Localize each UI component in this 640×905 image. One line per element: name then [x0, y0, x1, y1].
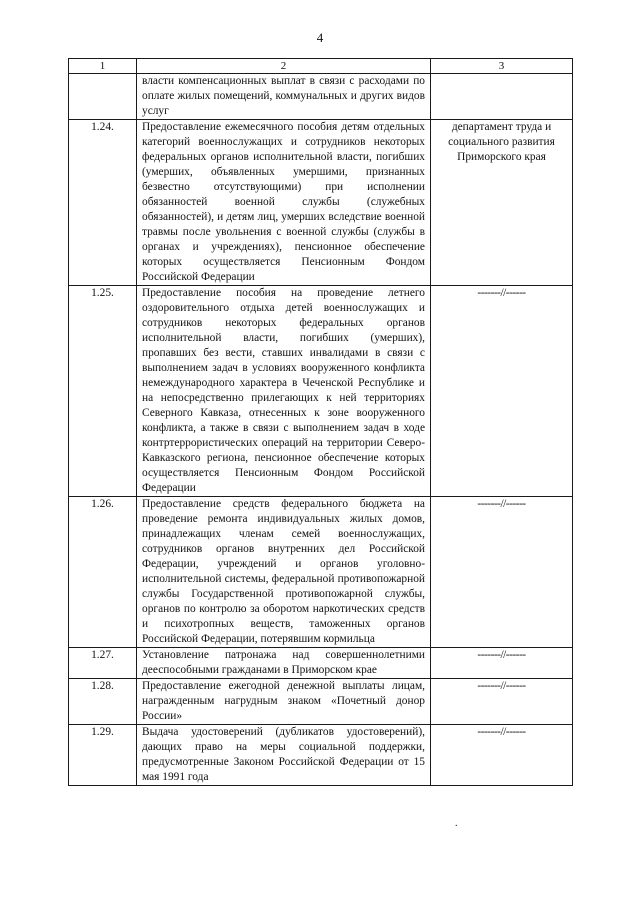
- scan-dot-mark: .: [455, 818, 458, 829]
- row-number: 1.25.: [69, 286, 137, 497]
- department-ditto-mark: -------//------: [431, 286, 573, 497]
- department-cell: [431, 74, 573, 120]
- table-row: [69, 679, 573, 725]
- department-ditto-mark: -------//------: [431, 497, 573, 648]
- service-description: Выдача удостоверений (дубликатов удостоверений), дающих право на меры социальной поддержки, предусмотренные Законом Российской Федерации от 15 мая 1991 года: [137, 725, 431, 786]
- page-number: 4: [316, 30, 324, 45]
- table-row: [69, 725, 573, 786]
- row-number: 1.28.: [69, 679, 137, 725]
- department-ditto-mark: -------//------: [431, 679, 573, 725]
- column-header-number: 1: [69, 59, 137, 74]
- table-row: [69, 286, 573, 497]
- row-number: 1.24.: [69, 120, 137, 286]
- service-description: власти компенсационных выплат в связи с расходами по оплате жилых помещений, коммунальных и других видов услуг: [137, 74, 431, 120]
- row-number: [69, 74, 137, 120]
- service-description: Предоставление пособия на проведение летнего оздоровительного отдыха детей военнослужащих и сотрудников некоторых федеральных органов исполнительной власти, погибших (умерших), пропавших без вести, ставших инвалидами в связи с выполнением задач в условиях вооруженного конфликта немеждународного характера в Чеченской Республике и на непосредственно прилегающих к ней территориях Северного Кавказа, отнесенных к зоне вооруженного конфликта, а также в связи с выполнением задач в ходе контртеррористических операций на территории Северо-Кавказского региона, пенсионное обеспечение которых осуществляется Пенсионным Фондом Российской Федерации: [137, 286, 431, 497]
- table-row: [69, 74, 573, 120]
- row-number: 1.29.: [69, 725, 137, 786]
- column-header-service: 2: [137, 59, 431, 74]
- column-header-department: 3: [431, 59, 573, 74]
- department-cell: департамент труда и социального развития Приморского края: [431, 120, 573, 286]
- table-header-row: [69, 59, 573, 74]
- services-table: [68, 58, 573, 786]
- department-ditto-mark: -------//------: [431, 648, 573, 679]
- service-description: Предоставление ежемесячного пособия детям отдельных категорий военнослужащих и сотрудников некоторых федеральных органов исполнительной власти, погибших (умерших, объявленных умершими, признанных безвестно отсутствующими) при исполнении обязанностей военной службы (служебных обязанностей), и детям лиц, умерших вследствие военной травмы после увольнения с военной службы (службы в органах и учреждениях), пенсионное обеспечение которых осуществляется Пенсионным Фондом Российской Федерации: [137, 120, 431, 286]
- department-ditto-mark: -------//------: [431, 725, 573, 786]
- table-row: [69, 120, 573, 286]
- table-row: [69, 497, 573, 648]
- service-description: Предоставление ежегодной денежной выплаты лицам, награжденным нагрудным знаком «Почетный донор России»: [137, 679, 431, 725]
- row-number: 1.26.: [69, 497, 137, 648]
- service-description: Установление патронажа над совершеннолетними дееспособными гражданами в Приморском крае: [137, 648, 431, 679]
- row-number: 1.27.: [69, 648, 137, 679]
- table-row: [69, 648, 573, 679]
- service-description: Предоставление средств федерального бюджета на проведение ремонта индивидуальных жилых домов, принадлежащих членам семей военнослужащих, сотрудников органов внутренних дел Российской Федерации, учреждений и органов уголовно-исполнительной системы, федеральной противопожарной службы Государственной противопожарной службы, органов по контролю за оборотом наркотических средств и психотропных веществ, таможенных органов Российской Федерации, потерявшим кормильца: [137, 497, 431, 648]
